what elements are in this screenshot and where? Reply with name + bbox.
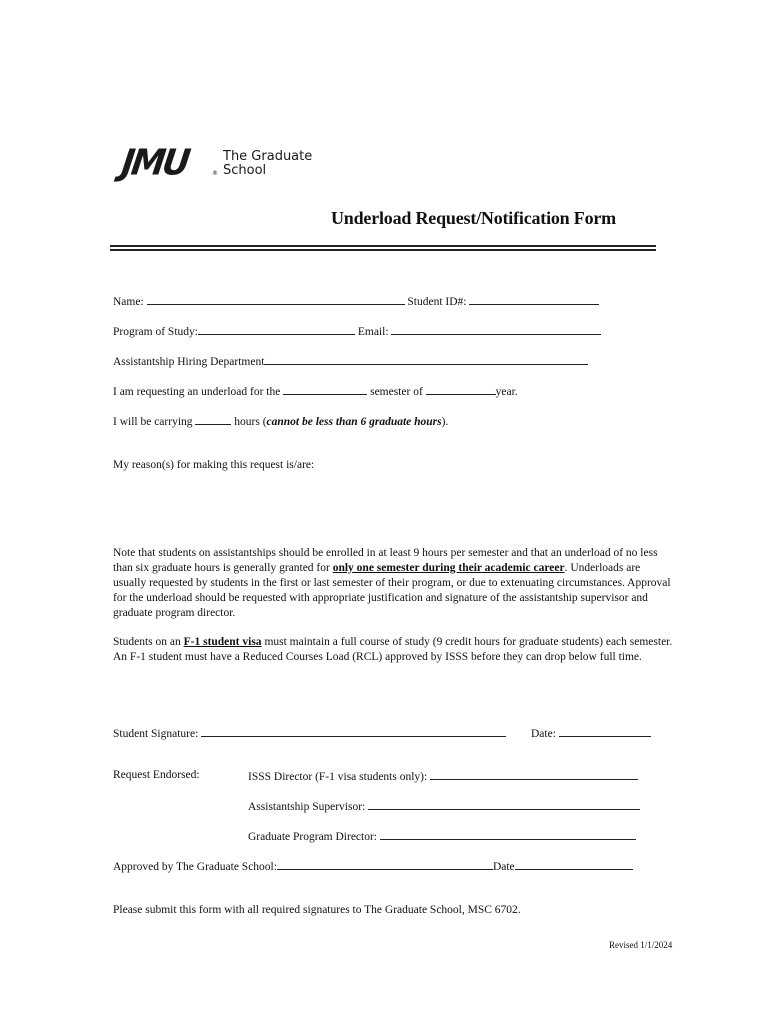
student-id-field[interactable]	[469, 293, 599, 305]
program-director-signature-field[interactable]	[380, 828, 636, 840]
email-field[interactable]	[391, 323, 601, 335]
program-director-label: Graduate Program Director:	[248, 831, 378, 843]
approved-signature-field[interactable]	[277, 858, 493, 870]
requesting-text-3: year.	[495, 386, 518, 398]
requesting-text-1: I am requesting an underload for the	[113, 386, 281, 398]
approved-row	[113, 858, 633, 875]
hiring-dept-row	[113, 353, 588, 370]
isss-row	[248, 768, 638, 785]
visa-paragraph	[113, 635, 673, 665]
note-emphasis: only one semester during their academic career	[332, 562, 565, 574]
student-id-label: Student ID#:	[407, 296, 467, 308]
semester-field[interactable]	[283, 383, 367, 395]
date-label: Date:	[531, 728, 556, 740]
student-signature-row	[113, 725, 506, 742]
isss-signature-field[interactable]	[430, 768, 638, 780]
year-field[interactable]	[426, 383, 496, 395]
form-title: Underload Request/Notification Form	[331, 208, 616, 228]
carrying-text-2: hours (	[234, 416, 267, 428]
visa-text-1: Students on an	[113, 636, 184, 648]
submit-instructions: Please submit this form with all required signatures to The Graduate School, MSC 6702.	[113, 904, 521, 916]
name-field[interactable]	[147, 293, 405, 305]
visa-text-2: must maintain a full course of study (9 credit hours for graduate students) each semester. An F-1 student must have a Reduced Courses Load (RCL) approved by ISSS before they can drop below full time.	[113, 636, 673, 663]
hiring-dept-label: Assistantship Hiring Department	[113, 356, 265, 368]
note-text-1: Note that students on assistantships should be enrolled in at least 9 hours per semester and that an underload of no less than six graduate hours is generally granted for	[113, 547, 658, 574]
supervisor-row	[248, 798, 640, 815]
program-row	[113, 323, 601, 340]
name-row	[113, 293, 599, 310]
logo-subtitle-line1: The Graduate	[223, 149, 313, 164]
approved-label: Approved by The Graduate School:	[113, 861, 277, 873]
approved-date-field[interactable]	[515, 858, 633, 870]
email-label: Email:	[357, 326, 389, 338]
carrying-emphasis: cannot be less than 6 graduate hours	[266, 416, 442, 428]
note-paragraph	[113, 546, 673, 621]
logo-subtitle	[223, 150, 312, 178]
program-field[interactable]	[198, 323, 355, 335]
requesting-row	[113, 383, 518, 400]
approved-date-label: Date	[492, 861, 515, 873]
date-field[interactable]	[559, 725, 651, 737]
revised-date: Revised 1/1/2024	[609, 940, 673, 950]
name-label: Name:	[113, 296, 144, 308]
carrying-text-3: ).	[441, 416, 449, 428]
reasons-label: My reason(s) for making this request is/are:	[113, 459, 315, 471]
visa-emphasis: F-1 student visa	[183, 636, 262, 648]
note-text-2: . Underloads are usually requested by students in the first or last semester of their program, or due to extenuating circumstances. Approval for the underload should be requested with appropriate justification and signature of the assistantship supervisor and graduate program director.	[113, 562, 671, 619]
carrying-row	[113, 413, 448, 430]
logo-subtitle-line2: School	[223, 163, 267, 178]
jmu-logo	[119, 142, 322, 184]
student-signature-field[interactable]	[201, 725, 506, 737]
jmu-wordmark: JMU	[119, 142, 191, 184]
program-label: Program of Study:	[113, 326, 198, 338]
isss-label: ISSS Director (F-1 visa students only):	[248, 771, 428, 783]
title-rule-top	[110, 245, 656, 247]
date-row	[531, 725, 651, 742]
carrying-text-1: I will be carrying	[113, 416, 193, 428]
program-director-row	[248, 828, 636, 845]
student-signature-label: Student Signature:	[113, 728, 199, 740]
reasons-area[interactable]	[113, 478, 658, 538]
hours-field[interactable]	[195, 413, 231, 425]
requesting-text-2: semester of	[370, 386, 423, 398]
title-rule-bottom	[110, 249, 656, 251]
request-endorsed-label: Request Endorsed:	[113, 769, 200, 781]
hiring-dept-field[interactable]	[264, 353, 588, 365]
supervisor-label: Assistantship Supervisor:	[248, 801, 366, 813]
registered-mark: ®	[212, 170, 218, 177]
supervisor-signature-field[interactable]	[368, 798, 640, 810]
